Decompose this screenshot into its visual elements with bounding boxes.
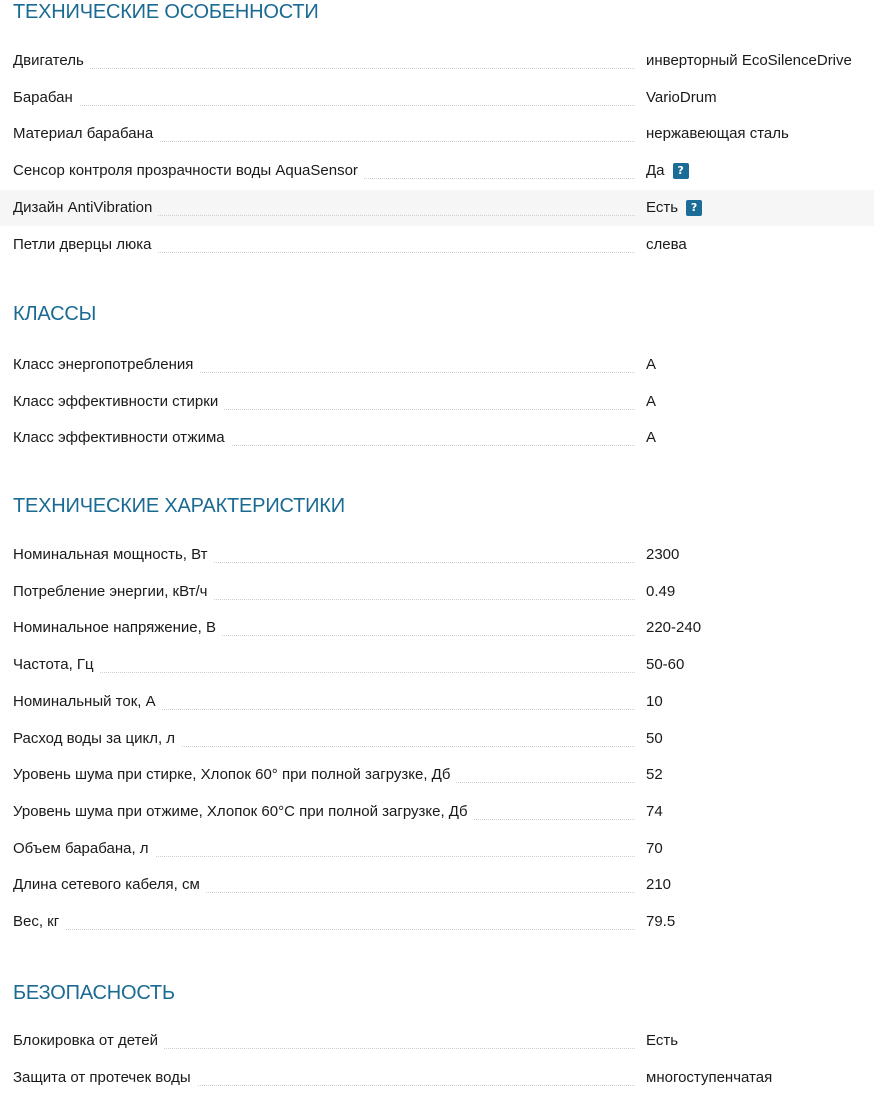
spec-value-text: A: [646, 429, 657, 447]
spec-row: [0, 537, 874, 573]
spec-value-text: Есть: [646, 1032, 679, 1049]
spec-row: [0, 684, 874, 720]
spec-value: [646, 831, 663, 867]
spec-label: Материал барабана: [13, 116, 159, 152]
spec-label: Защита от протечек воды: [13, 1060, 197, 1096]
spec-value-text: Есть: [646, 198, 679, 216]
spec-value: [646, 721, 663, 757]
spec-row: [0, 43, 874, 79]
spec-value: [646, 684, 663, 720]
spec-label: Объем барабана, л: [13, 831, 155, 867]
spec-value-text: A: [646, 392, 657, 410]
section-title: ТЕХНИЧЕСКИЕ ОСОБЕННОСТИ: [13, 1, 319, 23]
spec-value: [646, 153, 689, 189]
spec-value: [646, 610, 701, 646]
spec-value-text: 210: [646, 876, 672, 894]
spec-value-text: многоступенчатая: [646, 1068, 773, 1086]
spec-value-text: Да: [646, 162, 665, 180]
spec-value-text: инверторный EcoSilenceDrive: [646, 52, 852, 69]
spec-row: [0, 757, 874, 793]
spec-row: [0, 1023, 874, 1059]
spec-label: Номинальный ток, А: [13, 684, 162, 720]
spec-row: [0, 116, 874, 152]
dotted-leader: [13, 929, 635, 930]
spec-row: [0, 420, 874, 456]
spec-row: [0, 80, 874, 116]
spec-label: Сенсор контроля прозрачности воды AquaSensor: [13, 153, 364, 189]
help-icon[interactable]: ?: [673, 163, 689, 179]
section-title: КЛАССЫ: [13, 303, 97, 325]
spec-label: Расход воды за цикл, л: [13, 721, 181, 757]
spec-value: [646, 574, 675, 610]
spec-row: [0, 904, 874, 940]
spec-value-text: 52: [646, 766, 663, 784]
spec-label: Частота, Гц: [13, 647, 100, 683]
dotted-leader: [13, 68, 635, 69]
spec-value: [646, 794, 663, 830]
spec-value: [646, 537, 679, 573]
spec-row: [0, 867, 874, 903]
spec-value: [646, 1060, 772, 1096]
spec-row: [0, 153, 874, 189]
spec-label: Номинальное напряжение, В: [13, 610, 222, 646]
spec-value: [646, 43, 852, 79]
spec-value-text: 74: [646, 802, 663, 820]
spec-label: Вес, кг: [13, 904, 65, 940]
spec-value-text: 0.49: [646, 582, 676, 600]
spec-row: [0, 384, 874, 420]
spec-label: Барабан: [13, 80, 79, 116]
spec-value-text: нержавеющая сталь: [646, 125, 789, 143]
spec-value: [646, 190, 702, 226]
spec-row: [0, 610, 874, 646]
spec-value-text: 50: [646, 729, 663, 747]
spec-value-text: 70: [646, 839, 663, 857]
spec-label: Блокировка от детей: [13, 1023, 164, 1059]
spec-label: Класс энергопотребления: [13, 347, 199, 383]
spec-label: Петли дверцы люка: [13, 227, 157, 263]
spec-value: [646, 757, 663, 793]
spec-value: [646, 904, 675, 940]
spec-label: Длина сетевого кабеля, см: [13, 867, 206, 903]
spec-value: [646, 420, 656, 456]
spec-label: Уровень шума при стирке, Хлопок 60° при полной загрузке, Дб: [13, 757, 456, 793]
spec-value: [646, 1023, 678, 1059]
spec-value-text: A: [646, 356, 657, 373]
spec-row: [0, 831, 874, 867]
spec-row: [0, 1060, 874, 1096]
spec-value-text: 79.5: [646, 913, 676, 930]
spec-value: [646, 347, 656, 383]
spec-value-text: 2300: [646, 546, 680, 563]
help-icon[interactable]: ?: [686, 200, 702, 216]
spec-value: [646, 116, 789, 152]
spec-row: [0, 227, 874, 263]
spec-label: Номинальная мощность, Вт: [13, 537, 214, 573]
spec-value: [646, 227, 687, 263]
spec-value-text: 220-240: [646, 619, 702, 637]
dotted-leader: [13, 672, 635, 673]
spec-label: Уровень шума при отжиме, Хлопок 60°С при полной загрузке, Дб: [13, 794, 474, 830]
spec-label: Дизайн AntiVibration: [13, 190, 158, 226]
section-title: ТЕХНИЧЕСКИЕ ХАРАКТЕРИСТИКИ: [13, 495, 345, 517]
spec-row: [0, 647, 874, 683]
spec-row: [0, 347, 874, 383]
spec-value-text: 50-60: [646, 656, 685, 674]
spec-value: [646, 647, 684, 683]
spec-row: [0, 574, 874, 610]
spec-row: [0, 794, 874, 830]
spec-value: [646, 867, 671, 903]
spec-row: [0, 190, 874, 226]
spec-label: Класс эффективности стирки: [13, 384, 224, 420]
section-title: БЕЗОПАСНОСТЬ: [13, 982, 175, 1004]
spec-label: Класс эффективности отжима: [13, 420, 231, 456]
spec-value-text: слева: [646, 235, 687, 253]
spec-row: [0, 721, 874, 757]
spec-label: Двигатель: [13, 43, 90, 79]
spec-value: [646, 80, 717, 116]
spec-label: Потребление энергии, кВт/ч: [13, 574, 213, 610]
spec-value-text: 10: [646, 692, 663, 710]
spec-value-text: VarioDrum: [646, 88, 717, 106]
spec-value: [646, 384, 656, 420]
dotted-leader: [13, 105, 635, 106]
